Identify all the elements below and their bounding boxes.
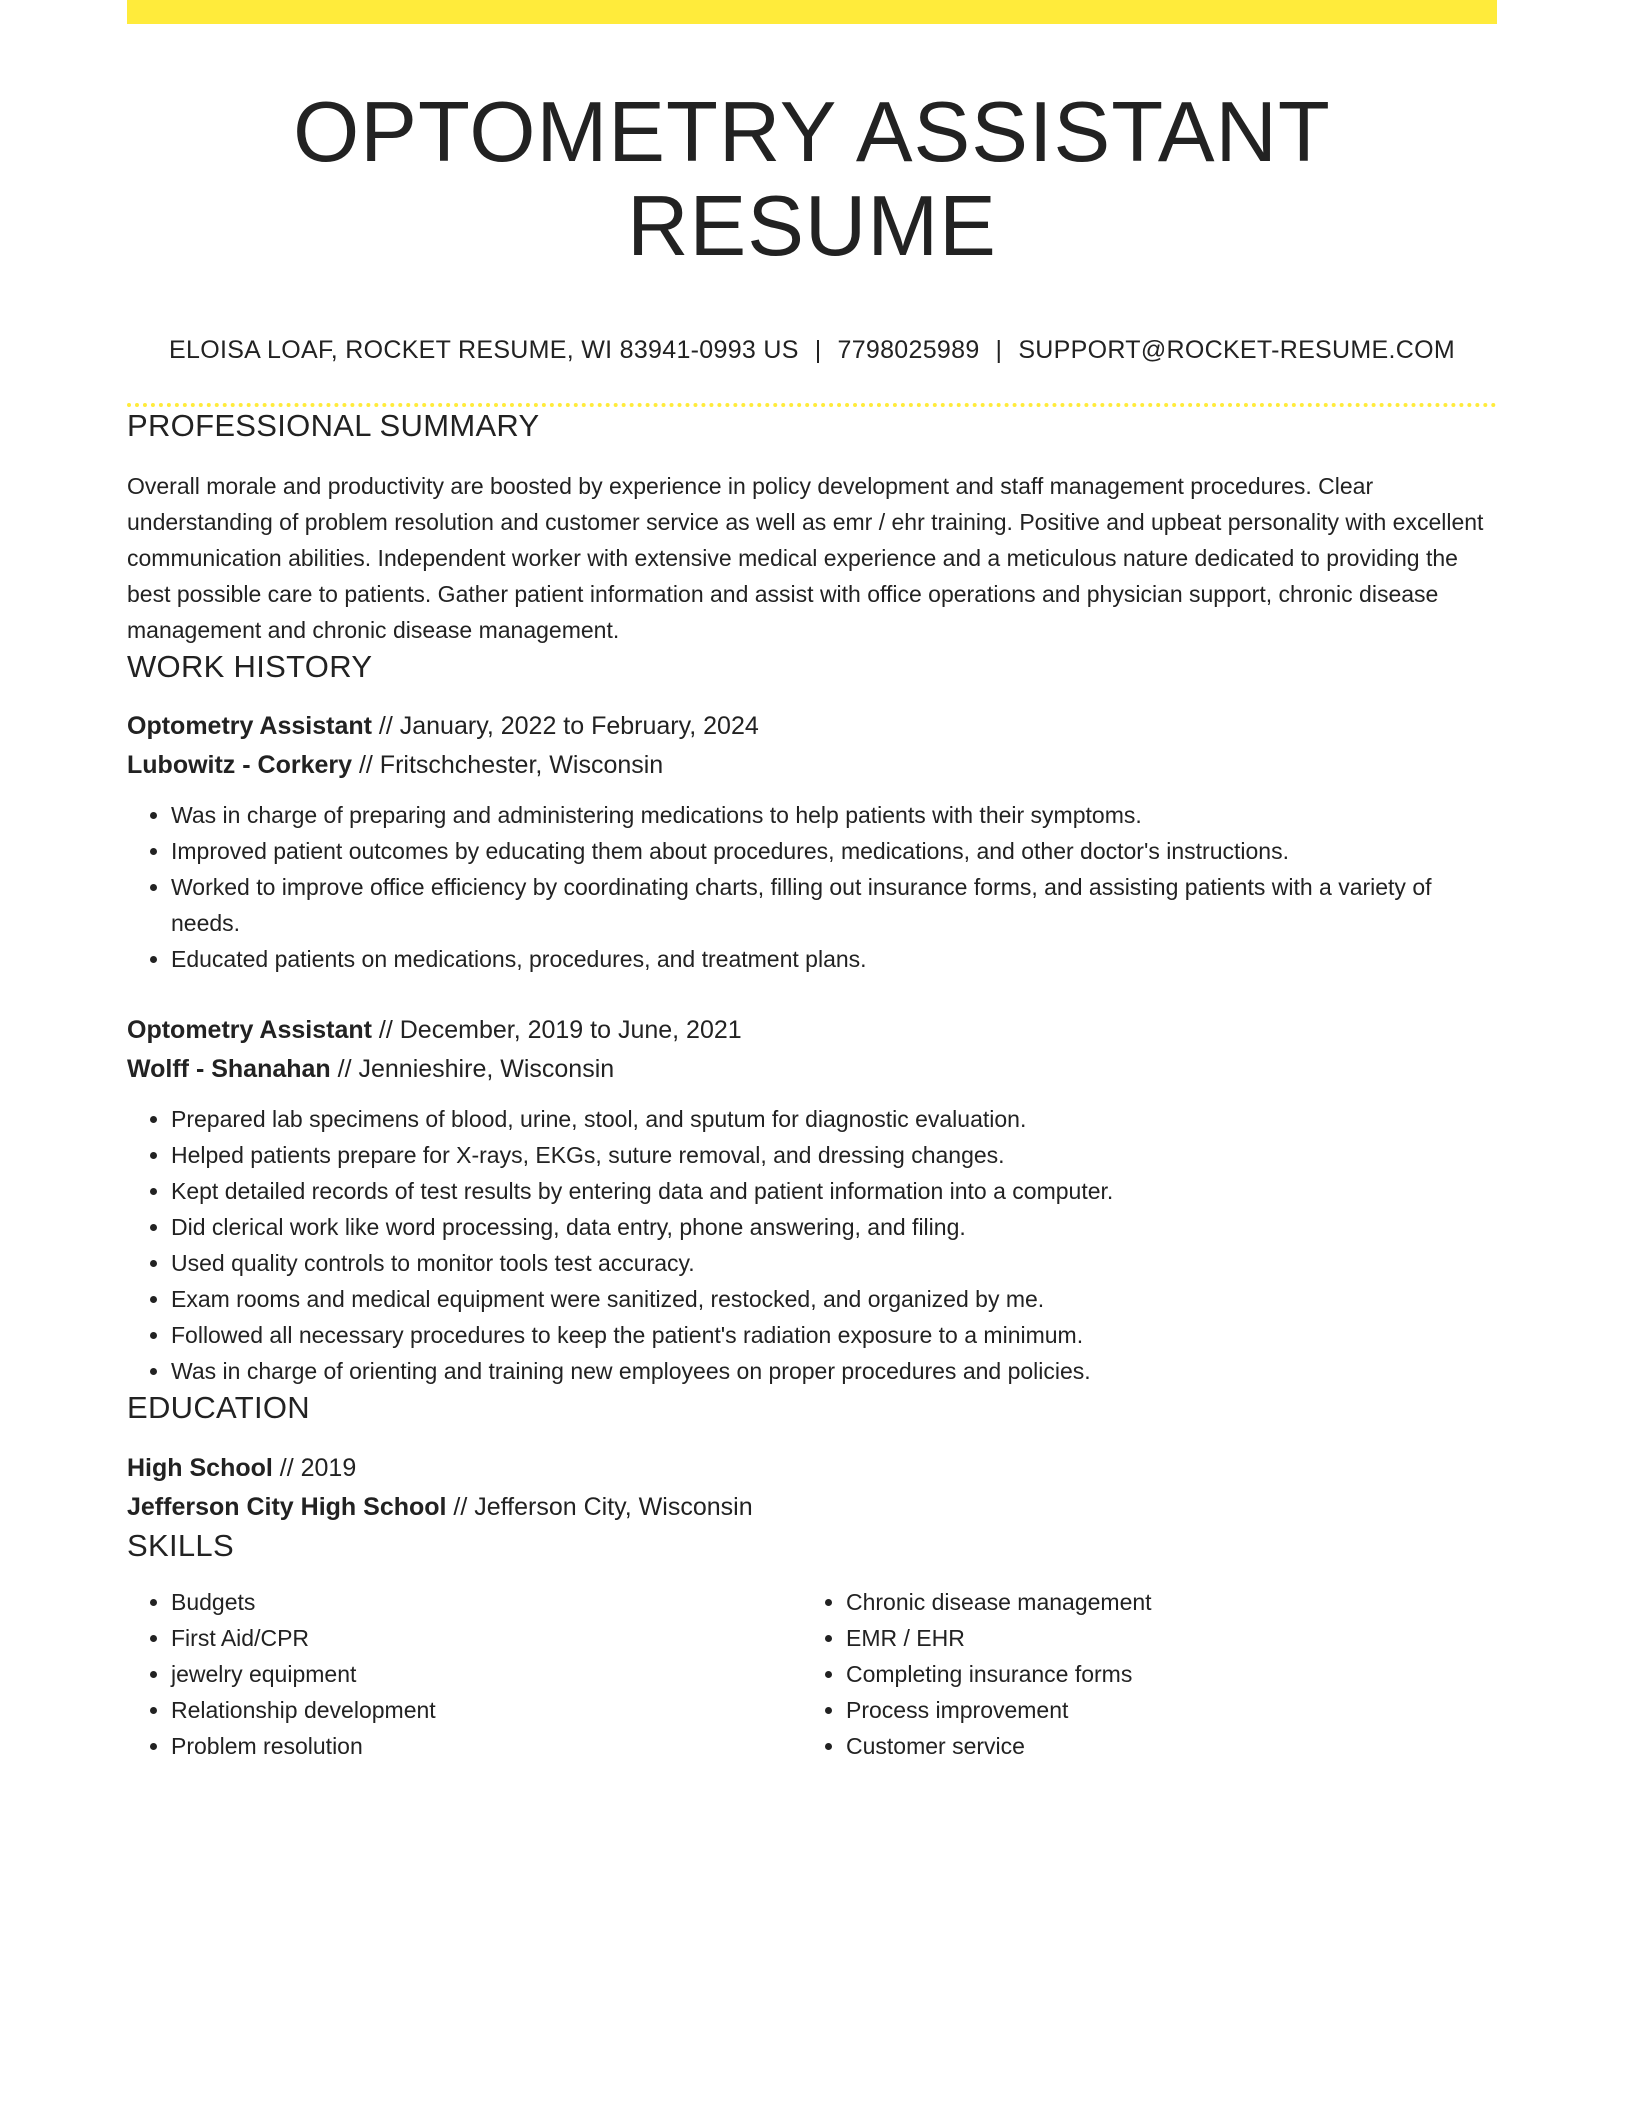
list-item: • Improved patient outcomes by educating them about procedures, medications, and other doctor's instructions.: [171, 833, 1497, 869]
summary-heading: PROFESSIONAL SUMMARY: [127, 408, 540, 443]
education-year: // 2019: [272, 1453, 357, 1482]
education-school: Jefferson City High School: [127, 1492, 447, 1521]
skills-columns: [127, 1584, 1497, 1764]
contact-address: ELOISA LOAF, ROCKET RESUME, WI 83941-0993 US: [169, 336, 799, 364]
list-item: • Was in charge of orienting and training new employees on proper procedures and policies.: [171, 1353, 1497, 1389]
job-company: Wolff - Shanahan: [127, 1055, 331, 1084]
job-dates: // January, 2022 to February, 2024: [371, 712, 759, 741]
job-title: Optometry Assistant: [127, 1016, 372, 1045]
contact-line: [127, 335, 1497, 365]
education-heading: EDUCATION: [127, 1390, 310, 1426]
job-bullets: [127, 797, 1497, 977]
resume-title: OPTOMETRY ASSISTANT RESUME: [293, 85, 1331, 274]
skill-item: • Completing insurance forms: [846, 1656, 1477, 1692]
list-item: • Educated patients on medications, procedures, and treatment plans.: [171, 941, 1497, 977]
education-entry: [127, 1449, 1497, 1527]
job-bullets: [127, 1101, 1497, 1389]
job-location: // Jennieshire, Wisconsin: [330, 1055, 615, 1084]
job-title: Optometry Assistant: [127, 712, 372, 741]
skill-item: • Budgets: [171, 1584, 802, 1620]
skills-left-column: [127, 1584, 802, 1764]
skill-item: • EMR / EHR: [846, 1620, 1477, 1656]
education-school-line: [127, 1488, 1497, 1527]
skills-right-column: [802, 1584, 1477, 1764]
contact-email: SUPPORT@ROCKET-RESUME.COM: [1018, 336, 1455, 364]
job-dates: // December, 2019 to June, 2021: [371, 1016, 742, 1045]
job-title-line: [127, 707, 1497, 746]
list-item: • Used quality controls to monitor tools test accuracy.: [171, 1245, 1497, 1281]
work-history-heading: WORK HISTORY: [127, 649, 373, 685]
job-entry: [127, 707, 1497, 977]
list-item: • Kept detailed records of test results by entering data and patient information into a computer.: [171, 1173, 1497, 1209]
job-company-line: [127, 1050, 1497, 1089]
education-degree-line: [127, 1449, 1497, 1488]
resume-page: [127, 0, 1497, 1764]
skill-item: • Problem resolution: [171, 1728, 802, 1764]
skill-item: • Relationship development: [171, 1692, 802, 1728]
education-location: // Jefferson City, Wisconsin: [446, 1492, 753, 1521]
list-item: • Worked to improve office efficiency by coordinating charts, filling out insurance forms, and assisting patients with a variety of needs.: [171, 869, 1497, 941]
contact-separator: |: [814, 336, 822, 364]
skill-item: • Chronic disease management: [846, 1584, 1477, 1620]
job-company-line: [127, 746, 1497, 785]
list-item: • Exam rooms and medical equipment were sanitized, restocked, and organized by me.: [171, 1281, 1497, 1317]
list-item: • Did clerical work like word processing, data entry, phone answering, and filing.: [171, 1209, 1497, 1245]
contact-phone: 7798025989: [837, 336, 980, 364]
list-item: • Followed all necessary procedures to keep the patient's radiation exposure to a minimum.: [171, 1317, 1497, 1353]
skill-item: • First Aid/CPR: [171, 1620, 802, 1656]
top-accent-bar: [127, 0, 1497, 24]
list-item: • Prepared lab specimens of blood, urine, stool, and sputum for diagnostic evaluation.: [171, 1101, 1497, 1137]
summary-text: Overall morale and productivity are boosted by experience in policy development and staff management procedures. Clear understanding of problem resolution and customer service as well as emr / ehr training. Positive and upbeat personality with excellent communication abilities. Independent worker with extensive medical experience and a meticulous nature dedicated to providing the best possible care to patients. Gather patient information and assist with office operations and physician support, chronic disease management and chronic disease management.: [127, 473, 1484, 644]
skill-item: • jewelry equipment: [171, 1656, 802, 1692]
skills-heading: SKILLS: [127, 1527, 234, 1563]
job-title-line: [127, 1011, 1497, 1050]
skill-item: • Customer service: [846, 1728, 1477, 1764]
job-location: // Fritschchester, Wisconsin: [352, 751, 664, 780]
list-item: • Was in charge of preparing and administering medications to help patients with their symptoms.: [171, 797, 1497, 833]
skill-item: • Process improvement: [846, 1692, 1477, 1728]
education-degree: High School: [127, 1453, 273, 1482]
list-item: • Helped patients prepare for X-rays, EKGs, suture removal, and dressing changes.: [171, 1137, 1497, 1173]
job-entry: [127, 1011, 1497, 1389]
job-company: Lubowitz - Corkery: [127, 751, 353, 780]
contact-separator: |: [995, 336, 1003, 364]
